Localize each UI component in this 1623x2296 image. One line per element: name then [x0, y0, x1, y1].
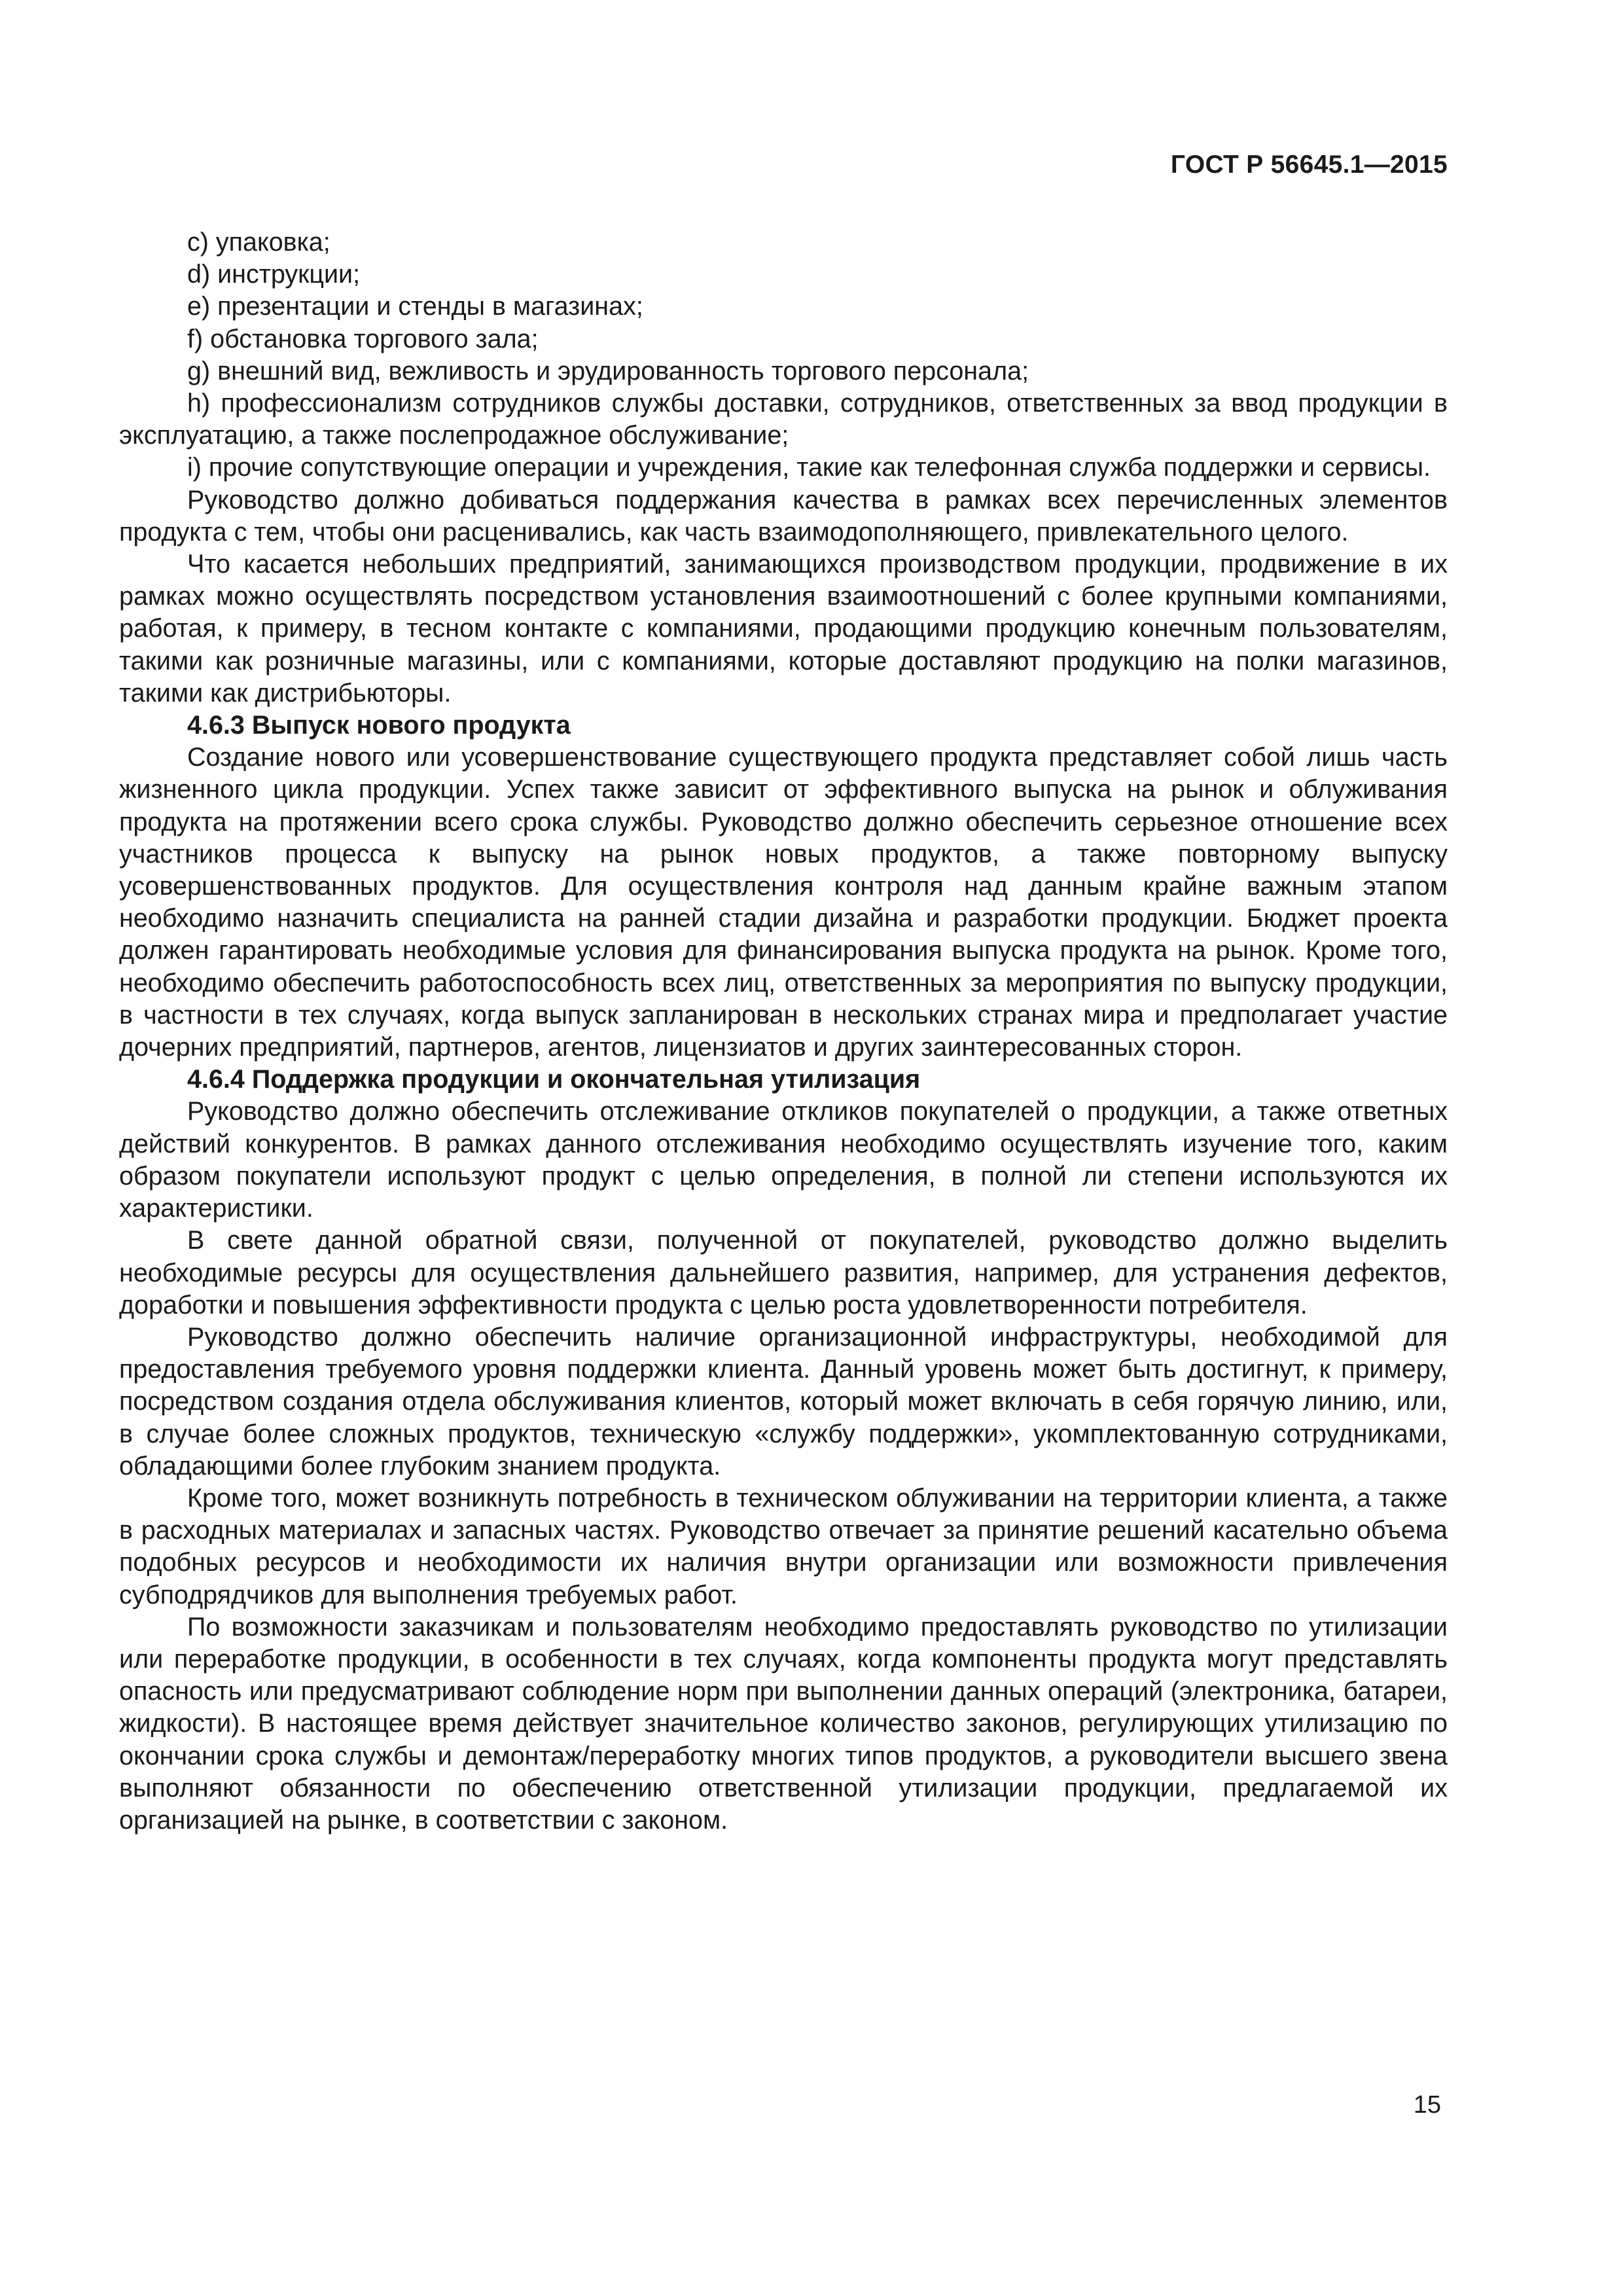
list-item: d) инструкции; — [187, 260, 361, 289]
page-number: 15 — [1413, 2091, 1441, 2119]
list-item: e) презентации и стенды в магазинах; — [187, 292, 643, 321]
paragraph: Кроме того, может возникнуть потребность в техническом облуживании на территории клиента, а также в расходных материалах и запасных частях. Руководство отвечает за принятие решений касательно объема подобных ресурсов и необходимости их наличия внутри организации или возможности привлечения субподрядчиков для выполнения требуемых работ. — [119, 1483, 1448, 1609]
paragraph: Руководство должно обеспечить наличие организационной инфраструктуры, необходимой для предоставления требуемого уровня поддержки клиента. Данный уровень может быть достигнут, к примеру, посредством создания отдела обслуживания клиентов, который может включать в себя горячую линию, или, в случае более сложных продуктов, техническую «службу поддержки», укомплектованную сотрудниками, обладающими более глубоким знанием продукта. — [119, 1322, 1448, 1480]
document-body — [119, 226, 1448, 1837]
section-heading-4-6-4: 4.6.4 Поддержка продукции и окончательная утилизация — [187, 1065, 921, 1094]
paragraph: Руководство должно обеспечить отслеживание откликов покупателей о продукции, а также ответных действий конкурентов. В рамках данного отслеживания необходимо осуществлять изучение того, каким образом покупатели используют продукт с целью определения, в полной ли степени используются их характеристики. — [119, 1097, 1448, 1223]
list-item: f) обстановка торгового зала; — [187, 324, 539, 353]
section-heading-4-6-3: 4.6.3 Выпуск нового продукта — [187, 711, 571, 740]
list-item: i) прочие сопутствующие операции и учреждения, такие как телефонная служба поддержки и сервисы. — [187, 453, 1431, 482]
paragraph: Создание нового или усовершенствование существующего продукта представляет собой лишь часть жизненного цикла продукции. Успех также зависит от эффективного выпуска на рынок и облуживания продукта на протяжении всего срока службы. Руководство должно обеспечить серьезное отношение всех участников процесса к выпуску на рынок новых продуктов, а также повторному выпуску усовершенствованных продуктов. Для осуществления контроля над данным крайне важным этапом необходимо назначить специалиста на ранней стадии дизайна и разработки продукции. Бюджет проекта должен гарантировать необходимые условия для финансирования выпуска продукта на рынок. Кроме того, необходимо обеспечить работоспособность всех лиц, ответственных за мероприятия по выпуску продукции, в частности в тех случаях, когда выпуск запланирован в нескольких странах мира и предполагает участие дочерних предприятий, партнеров, агентов, лицензиатов и других заинтересованных сторон. — [119, 743, 1448, 1062]
list-item: c) упаковка; — [187, 228, 330, 257]
paragraph: Что касается небольших предприятий, занимающихся производством продукции, продвижение в их рамках можно осуществлять посредством установления взаимоотношений с более крупными компаниями, работая, к примеру, в тесном контакте с компаниями, продающими продукцию конечным пользователям, такими как розничные магазины, или с компаниями, которые доставляют продукцию на полки магазинов, такими как дистрибьюторы. — [119, 550, 1448, 708]
paragraph: По возможности заказчикам и пользователям необходимо предоставлять руководство по утилизации или переработке продукции, в особенности в тех случаях, когда компоненты продукта могут представлять опасность или предусматривают соблюдение норм при выполнении данных операций (электроника, батареи, жидкости). В настоящее время действует значительное количество законов, регулирующих утилизацию по окончании срока службы и демонтаж/переработку многих типов продуктов, а руководители высшего звена выполняют обязанности по обеспечению ответственной утилизации продукции, предлагаемой их организацией на рынке, в соответствии с законом. — [119, 1612, 1448, 1835]
paragraph: Руководство должно добиваться поддержания качества в рамках всех перечисленных элементов продукта с тем, чтобы они расценивались, как часть взаимодополняющего, привлекательного целого. — [119, 485, 1448, 547]
paragraph: В свете данной обратной связи, полученной от покупателей, руководство должно выделить необходимые ресурсы для осуществления дальнейшего развития, например, для устранения дефектов, доработки и повышения эффективности продукта с целью роста удовлетворенности потребителя. — [119, 1226, 1448, 1319]
list-item: h) профессионализм сотрудников службы доставки, сотрудников, ответственных за ввод продукции в эксплуатацию, а также послепродажное обслуживание; — [119, 389, 1448, 450]
list-item: g) внешний вид, вежливость и эрудированность торгового персонала; — [187, 356, 1029, 386]
document-standard-id: ГОСТ Р 56645.1—2015 — [1170, 151, 1448, 179]
